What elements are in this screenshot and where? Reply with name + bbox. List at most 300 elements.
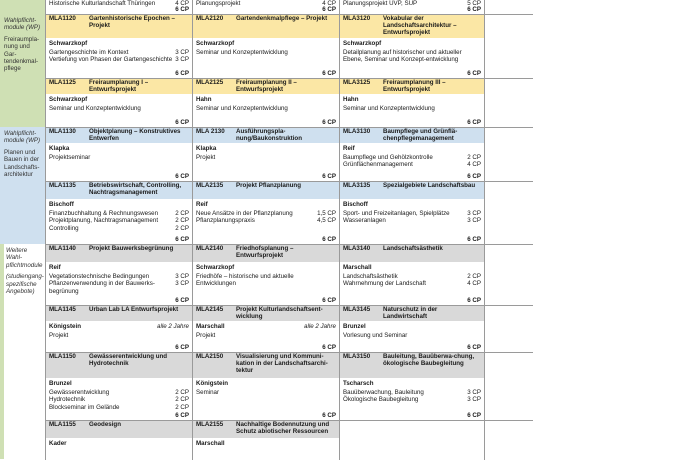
row-divider (45, 78, 533, 79)
course-title: Seminar und Konzeptentwicklung (196, 105, 288, 112)
course-title: Seminar und Konzeptentwicklung (343, 105, 435, 112)
lecturer-line (193, 262, 339, 272)
module-title (383, 421, 481, 437)
list-item (49, 105, 189, 112)
list-item (343, 154, 481, 161)
course-credits: 4 CP (467, 161, 481, 169)
module-title: Gewässerentwicklung und Hydrotechnik (89, 353, 168, 367)
module-total-credits: 6 CP (467, 173, 481, 180)
row-divider (45, 420, 533, 421)
course-title: Pflanzplanungspraxis (196, 217, 255, 225)
lecturer-name: Schwarzkopf (49, 40, 88, 47)
lecturer-name: Klapka (49, 145, 70, 152)
module-header (46, 420, 192, 438)
module-header (46, 14, 192, 38)
course-list (340, 104, 484, 112)
module-title: Spezialgebiete Landschaftsbau (383, 182, 476, 189)
module-cell (339, 305, 485, 352)
module-title: Objektplanung – Konstruktives Entwerfen (89, 128, 181, 142)
table-row (45, 181, 533, 244)
lecturer-line (46, 321, 192, 331)
course-list (193, 448, 339, 449)
lecturer-name: Königstein (49, 323, 81, 330)
lecturer-name: Marschall (343, 264, 372, 271)
module-code: MLA1145 (49, 306, 76, 313)
module-title: Freiraumplanung III – Entwurfsprojekt (383, 79, 446, 93)
list-item (343, 210, 481, 217)
module-code: MLA1155 (49, 421, 76, 428)
module-cell (192, 305, 339, 352)
course-title: Bauüberwachung, Bauleitung (343, 389, 424, 396)
course-list (193, 388, 339, 396)
sidebar-category-weitere (0, 244, 46, 459)
course-list (340, 272, 484, 288)
module-header (193, 244, 339, 262)
list-item (343, 217, 481, 224)
course-title: Neue Ansätze in der Pflanzplanung (196, 210, 293, 217)
course-credits: 3 CP (175, 56, 189, 64)
course-title: Controlling (49, 224, 79, 232)
lecturer-line (46, 199, 192, 209)
row-divider (45, 305, 533, 306)
course-list (46, 448, 192, 449)
lecturer-line (46, 94, 192, 104)
lecturer-name: Marschall (196, 323, 225, 330)
course-title: Projektseminar (49, 154, 91, 161)
course-credits: 3 CP (175, 273, 189, 280)
module-total-credits: 6 CP (467, 119, 481, 126)
course-credits: 3 CP (467, 396, 481, 404)
module-header (340, 14, 484, 38)
module-cell (339, 181, 485, 244)
course-title: Baumpflege und Gehölzkontrolle (343, 154, 433, 161)
module-code: MLA2135 (196, 182, 224, 189)
lecturer-line (340, 321, 484, 331)
table-row (45, 14, 533, 78)
module-header (46, 181, 192, 199)
lecturer-name: Marschall (196, 440, 225, 447)
module-code: MLA3145 (343, 306, 371, 313)
course-title: Projekt (196, 332, 216, 339)
module-title: Visualisierung und Kommuni-kation in der Landschaftsarchi-tektur (236, 353, 328, 374)
module-header (340, 78, 484, 94)
lecturer-name: Reif (49, 264, 61, 271)
module-cell (45, 127, 192, 181)
list-item (49, 225, 189, 232)
course-credits: 2 CP (175, 217, 189, 225)
lecturer-line (340, 378, 484, 388)
list-item (49, 217, 189, 224)
module-cell (192, 127, 339, 181)
module-title: Vokabular der Landschaftsarchitektur – Entwurfsprojekt (383, 15, 457, 36)
list-item (49, 280, 189, 295)
module-header (193, 181, 339, 199)
table-row (45, 127, 533, 181)
course-credits: 2 CP (467, 154, 481, 161)
lecturer-line (193, 143, 339, 153)
course-title: Seminar (196, 389, 220, 396)
module-header (340, 127, 484, 143)
list-item (196, 389, 336, 396)
course-credits: 4 CP (467, 280, 481, 288)
course-title: Vertiefung von Phasen der Gartengeschichte (49, 56, 173, 64)
course-title: Seminar und Konzeptentwicklung (196, 49, 288, 56)
lecturer-name: Schwarzkopf (49, 96, 88, 103)
module-header (340, 352, 484, 378)
course-title: Ökologische Baubegleitung (343, 396, 419, 404)
course-title: Gartengeschichte im Kontext (49, 49, 129, 56)
table-row (45, 305, 533, 352)
lecturer-name: Brunzel (343, 323, 366, 330)
module-code: MLA1125 (49, 79, 76, 86)
course-title: Vegetationstechnische Bedingungen (49, 273, 150, 280)
lecturer-name: Tscharsch (343, 380, 374, 387)
lecturer-line (193, 378, 339, 388)
course-list (193, 331, 339, 339)
module-code: MLA1150 (49, 353, 76, 360)
course-title: Vorlesung und Seminar (343, 332, 408, 339)
lecturer-name: Schwarzkopf (343, 40, 382, 47)
list-item (49, 404, 189, 411)
course-title: Hydrotechnik (49, 396, 86, 404)
module-total-credits: 6 CP (322, 297, 336, 304)
module-cell (45, 244, 192, 305)
lecturer-line (46, 438, 192, 448)
module-total-credits: 6 CP (175, 344, 189, 351)
list-item (343, 49, 481, 64)
course-list (193, 272, 339, 288)
lecturer-name: Hahn (196, 96, 212, 103)
module-title: Gartendenkmalpflege – Projekt (236, 15, 328, 22)
course-list (340, 440, 484, 441)
module-title: Geodesign (89, 421, 121, 428)
category-type: Wahlpflicht-module (WP) (4, 130, 41, 145)
course-list (340, 388, 484, 404)
row-divider (45, 127, 533, 128)
lecturer-line (193, 438, 339, 448)
course-credits: 2 CP (175, 389, 189, 396)
lecturer-line (340, 262, 484, 272)
list-item (196, 105, 336, 112)
list-item (49, 49, 189, 56)
category-name: (studiengang-spezifische Angebote) (6, 273, 44, 296)
module-total-credits: 6 CP (175, 70, 189, 77)
course-credits: 2 CP (175, 210, 189, 217)
module-total-credits: 6 CP (175, 412, 189, 419)
category-name: Planen und Bauen in der Landschafts-architektur (4, 148, 40, 179)
module-cell (45, 352, 192, 420)
module-title: Freiraumplanung II – Entwurfsprojekt (236, 79, 297, 93)
course-title: Pflanzenverwendung in der Bauwerks-begrünung (49, 280, 155, 295)
course-list (193, 48, 339, 56)
module-total-credits: 6 CP (322, 236, 336, 243)
list-item (49, 56, 189, 63)
module-title: Ausführungspla-nung/Baukonstruktion (236, 128, 302, 142)
lecturer-line (340, 94, 484, 104)
course-credits: 2 CP (175, 396, 189, 404)
course-title: Projekt (49, 332, 69, 339)
lecturer-name: Schwarzkopf (196, 40, 235, 47)
list-item (49, 210, 189, 217)
course-list (46, 209, 192, 232)
course-title: Friedhöfe – historische und aktuelle Entwicklungen (196, 273, 294, 288)
module-total-credits: 6 CP (467, 236, 481, 243)
module-title: Baumpflege und Grünflä-chenpflegemanagement (383, 128, 458, 142)
module-code: MLA3120 (343, 15, 371, 22)
module-header (193, 14, 339, 38)
module-header (46, 78, 192, 94)
course-list (340, 209, 484, 225)
course-credits: 3 CP (467, 389, 481, 396)
module-code: MLA3150 (343, 353, 371, 360)
course-title: Projektplanung, Nachtragsmanagement (49, 217, 159, 225)
course-credits: 2 CP (175, 224, 189, 232)
lecturer-line (340, 199, 484, 209)
course-list (46, 104, 192, 112)
module-code: MLA2145 (196, 306, 224, 313)
module-total-credits: 6 CP (467, 297, 481, 304)
category-type: Wahlpflicht-module (WP) (4, 17, 41, 32)
module-title: Urban Lab LA Entwurfsprojekt (89, 306, 179, 313)
course-credits: 2 CP (467, 273, 481, 280)
module-title: Bauleitung, Bauüberwa-chung, ökologische Baubegleitung (383, 353, 475, 367)
module-code: MLA1135 (49, 182, 76, 189)
table-row (45, 78, 533, 127)
module-title: Gartenhistorische Epochen – Projekt (89, 15, 175, 29)
list-item (196, 332, 336, 339)
module-total-credits: 6 CP (322, 119, 336, 126)
module-total-credits: 6 CP (467, 412, 481, 419)
lecturer-name: Reif (196, 201, 208, 208)
list-item (49, 154, 189, 161)
module-cell (192, 181, 339, 244)
module-header (193, 305, 339, 321)
course-title: Finanzbuchhaltung & Rechnungswesen (49, 210, 159, 217)
module-cell (192, 244, 339, 305)
course-list (46, 388, 192, 411)
module-header (193, 352, 339, 378)
module-code: MLA2140 (196, 245, 224, 252)
list-item (343, 389, 481, 396)
list-item (196, 273, 336, 288)
module-cell (45, 14, 192, 78)
course-title: Wasseranlagen (343, 217, 386, 225)
module-code: MLA3125 (343, 79, 371, 86)
module-code: MLA3130 (343, 128, 371, 135)
sidebar-top (0, 0, 46, 14)
module-code: MLA1120 (49, 15, 76, 22)
lecturer-line (46, 38, 192, 48)
list-item (196, 217, 336, 224)
row-divider (45, 352, 533, 353)
module-header (46, 127, 192, 143)
list-item (49, 332, 189, 339)
course-list (46, 153, 192, 161)
module-cell (339, 244, 485, 305)
lecturer-name: Hahn (343, 96, 359, 103)
course-title: Projekt (196, 154, 216, 161)
module-title: Freiraumplanung I – Entwurfsprojekt (89, 79, 149, 93)
course-list (193, 104, 339, 112)
course-credits: 3 CP (467, 210, 481, 217)
lecturer-name: Kader (49, 440, 67, 447)
lecturer-line (193, 321, 339, 331)
module-cell (45, 78, 192, 127)
module-header (46, 244, 192, 262)
course-credits: 4,5 CP (317, 217, 336, 225)
module-total-credits: 6 CP (467, 70, 481, 77)
module-code: MLA3135 (343, 182, 371, 189)
module-title: Betriebswirtschaft, Controlling, Nachtragsmanagement (89, 182, 182, 196)
list-item (49, 396, 189, 403)
module-header (46, 352, 192, 378)
list-item (343, 396, 481, 403)
list-item (343, 161, 481, 168)
module-header (340, 420, 484, 438)
module-code: MLA2150 (196, 353, 224, 360)
list-item (343, 273, 481, 280)
table-row (45, 352, 533, 420)
module-cell (192, 78, 339, 127)
frequency-note: alle 2 Jahre (157, 323, 189, 330)
lecturer-name: Schwarzkopf (196, 264, 235, 271)
category-name: Freiraumpla-nung und Gar-tendenkmal-pflege (4, 35, 40, 73)
module-code: MLA2125 (196, 79, 224, 86)
module-header (340, 244, 484, 262)
module-cell (339, 352, 485, 420)
frequency-note: alle 2 Jahre (304, 323, 336, 330)
course-list (340, 153, 484, 169)
module-code: MLA1130 (49, 128, 76, 135)
lecturer-name: Klapka (196, 145, 217, 152)
course-credits: 1,5 CP (317, 210, 336, 217)
course-title: Landschaftsästhetik (343, 273, 398, 280)
course-list (340, 331, 484, 339)
sidebar-category-freiraum (0, 14, 46, 127)
module-code: MLA3140 (343, 245, 371, 252)
lecturer-line (46, 143, 192, 153)
table-row: Historische Kulturlandschaft Thüringen 4 CP 6 CP Planungsprojekt 4 CP 6 CP Planungsprojekt UVP, SUP 5 CP 6 CP (45, 0, 533, 14)
row-divider (45, 244, 533, 245)
course-credits: 3 CP (175, 280, 189, 288)
module-cell (45, 305, 192, 352)
module-total-credits: 6 CP (322, 173, 336, 180)
course-list (340, 48, 484, 64)
course-title: Seminar und Konzeptentwicklung (49, 105, 141, 112)
module-total-credits: 6 CP (322, 344, 336, 351)
lecturer-name: Bischoff (49, 201, 74, 208)
module-total-credits: 6 CP (322, 70, 336, 77)
course-credits: 3 CP (175, 49, 189, 56)
module-title: Landschaftsästhetik (383, 245, 443, 252)
row-divider (45, 181, 533, 182)
course-list (46, 48, 192, 64)
course-list (193, 209, 339, 225)
lecturer-line (340, 143, 484, 153)
lecturer-line (193, 38, 339, 48)
module-code (343, 421, 383, 437)
lecturer-name: Reif (343, 145, 355, 152)
module-cell (339, 127, 485, 181)
list-item (196, 154, 336, 161)
row-divider (45, 14, 533, 15)
list-item (196, 49, 336, 56)
module-code: MLA 2130 (196, 128, 225, 135)
module-cell (339, 420, 485, 460)
module-cell (339, 78, 485, 127)
list-item (343, 332, 481, 339)
module-code: MLA1140 (49, 245, 76, 252)
module-total-credits: 6 CP (175, 236, 189, 243)
lecturer-name: Königstein (196, 380, 228, 387)
module-total-credits: 6 CP (467, 344, 481, 351)
course-credits: 2 CP (175, 403, 189, 411)
module-title: Projekt Kulturlandschaftsent-wicklung (236, 306, 323, 320)
lecturer-name: Brunzel (49, 380, 72, 387)
module-total-credits: 6 CP (175, 173, 189, 180)
list-item (343, 280, 481, 287)
table-row (45, 244, 533, 305)
module-header (46, 305, 192, 321)
module-total-credits: 6 CP (175, 119, 189, 126)
course-title: Gewässerentwicklung (49, 389, 110, 396)
course-title: Grünflächenmanagement (343, 161, 413, 169)
course-list (46, 331, 192, 339)
module-header (340, 181, 484, 199)
list-item (343, 105, 481, 112)
module-total-credits: 6 CP (322, 412, 336, 419)
list-item (196, 210, 336, 217)
module-cell (45, 420, 192, 460)
lecturer-name: Bischoff (343, 201, 368, 208)
module-total-credits: 6 CP (175, 297, 189, 304)
module-header (193, 127, 339, 143)
course-title: Sport- und Freizeitanlagen, Spielplätze (343, 210, 450, 217)
course-title: Wahrnehmung der Landschaft (343, 280, 427, 288)
module-header (340, 305, 484, 321)
course-credits: 3 CP (467, 217, 481, 225)
lecturer-line (46, 262, 192, 272)
module-cell (339, 14, 485, 78)
module-cell (192, 420, 339, 460)
course-list (46, 272, 192, 295)
lecturer-line (340, 38, 484, 48)
list-item (49, 273, 189, 280)
sidebar-category-bauen (0, 127, 46, 244)
lecturer-line (46, 378, 192, 388)
module-code: MLA2155 (196, 421, 224, 428)
module-title: Projekt Pflanzplanung (236, 182, 301, 189)
course-list (193, 153, 339, 161)
module-code: MLA2120 (196, 15, 224, 22)
category-type: Weitere Wahl-pflichtmodule (6, 247, 43, 269)
table-row (45, 420, 533, 460)
course-title: Blockseminar im Gelände (49, 403, 120, 411)
module-title: Friedhofsplanung – Entwurfsprojekt (236, 245, 294, 259)
module-title: Projekt Bauwerksbegrünung (89, 245, 174, 252)
module-header (193, 78, 339, 94)
module-cell (192, 14, 339, 78)
module-cell (45, 181, 192, 244)
module-title: Nachhaltige Bodennutzung und Schutz abiotischer Ressourcen (236, 421, 330, 435)
list-item (49, 389, 189, 396)
module-header (193, 420, 339, 438)
course-title: Detailplanung auf historischer und aktueller Ebene, Seminar und Konzept-entwicklung (343, 49, 462, 64)
module-cell (192, 352, 339, 420)
module-title: Naturschutz in der Landwirtschaft (383, 306, 438, 320)
lecturer-line (193, 94, 339, 104)
lecturer-line (193, 199, 339, 209)
